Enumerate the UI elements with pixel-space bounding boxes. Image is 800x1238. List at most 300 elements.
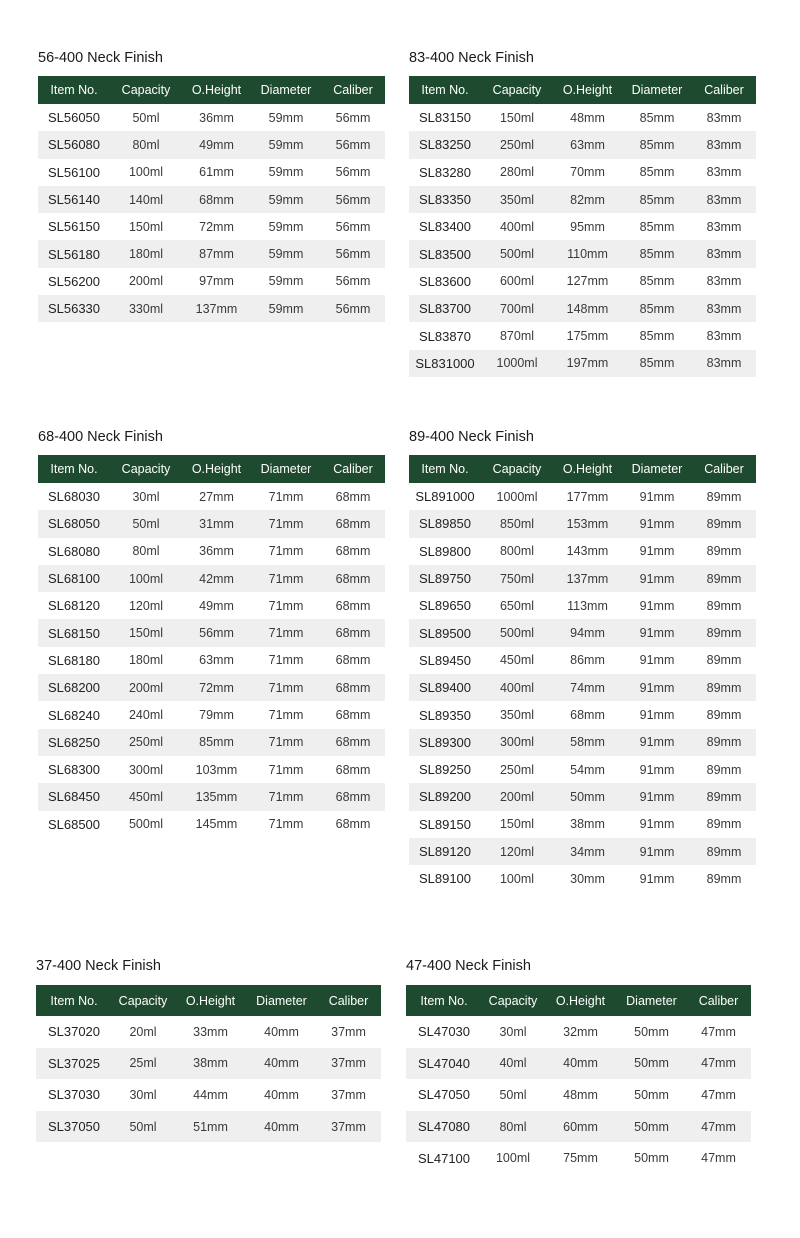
cell-o-height: 30mm xyxy=(570,871,605,886)
cell-diameter: 50mm xyxy=(617,1048,686,1080)
cell-capacity: 600ml xyxy=(499,274,535,289)
cell-caliber: 89mm xyxy=(692,510,756,537)
cell-item-no: SL47040 xyxy=(406,1048,482,1080)
cell-item-no: SL83150 xyxy=(418,110,472,126)
table-row xyxy=(409,647,756,674)
cell-item-no: SL89120 xyxy=(409,838,481,865)
section-title: 56-400 Neck Finish xyxy=(38,50,163,66)
cell-item-no: SL83350 xyxy=(409,186,481,213)
table-row xyxy=(409,213,756,240)
cell-capacity: 250ml xyxy=(499,762,535,777)
cell-item-no: SL89200 xyxy=(409,783,481,810)
cell-caliber: 89mm xyxy=(706,762,742,777)
cell-diameter: 91mm xyxy=(622,565,692,592)
cell-diameter: 91mm xyxy=(622,510,692,537)
table-row xyxy=(36,1111,381,1143)
header-row xyxy=(409,455,756,483)
cell-capacity: 180ml xyxy=(128,653,164,668)
cell-o-height: 58mm xyxy=(553,729,622,756)
cell-caliber: 83mm xyxy=(706,219,742,234)
cell-caliber: 89mm xyxy=(692,674,756,701)
cell-caliber: 68mm xyxy=(321,619,385,646)
cell-capacity: 20ml xyxy=(129,1024,157,1039)
cell-o-height: 34mm xyxy=(553,838,622,865)
table-row xyxy=(409,186,756,213)
cell-capacity: 80ml xyxy=(110,131,182,158)
table-row xyxy=(406,1111,751,1143)
header-row xyxy=(38,455,385,483)
cell-caliber: 89mm xyxy=(706,653,742,668)
cell-diameter: 50mm xyxy=(634,1024,669,1039)
cell-o-height: 70mm xyxy=(570,165,605,180)
table-row xyxy=(409,865,756,892)
cell-item-no: SL37030 xyxy=(47,1087,101,1103)
table-row xyxy=(409,538,756,565)
cell-diameter: 85mm xyxy=(622,186,692,213)
cell-capacity: 700ml xyxy=(481,295,553,322)
table-row xyxy=(409,783,756,810)
header-capacity: Capacity xyxy=(482,985,544,1016)
cell-o-height: 27mm xyxy=(199,489,234,504)
cell-diameter: 59mm xyxy=(268,110,304,125)
cell-o-height: 40mm xyxy=(544,1048,617,1080)
table-row xyxy=(38,268,385,295)
section-89-400 xyxy=(409,426,756,892)
header-o-height: O.Height xyxy=(553,76,622,104)
cell-diameter: 85mm xyxy=(639,219,675,234)
cell-o-height: 137mm xyxy=(182,295,251,322)
cell-capacity: 200ml xyxy=(110,674,182,701)
cell-item-no: SL89150 xyxy=(418,816,472,832)
spec-table xyxy=(409,76,756,377)
cell-caliber: 83mm xyxy=(692,240,756,267)
cell-capacity: 250ml xyxy=(110,729,182,756)
cell-o-height: 54mm xyxy=(570,762,605,777)
cell-caliber: 68mm xyxy=(335,817,371,832)
cell-diameter: 91mm xyxy=(622,838,692,865)
header-capacity: Capacity xyxy=(481,455,553,483)
cell-o-height: 32mm xyxy=(563,1024,598,1039)
cell-o-height: 79mm xyxy=(199,708,234,723)
cell-caliber: 56mm xyxy=(321,240,385,267)
header-caliber: Caliber xyxy=(692,455,756,483)
cell-diameter: 91mm xyxy=(639,871,675,886)
cell-diameter: 59mm xyxy=(251,131,321,158)
cell-caliber: 83mm xyxy=(692,131,756,158)
cell-item-no: SL89450 xyxy=(418,652,472,668)
cell-diameter: 40mm xyxy=(264,1087,299,1102)
cell-capacity: 500ml xyxy=(481,619,553,646)
cell-diameter: 71mm xyxy=(268,817,304,832)
cell-o-height: 72mm xyxy=(199,219,234,234)
table-row xyxy=(38,510,385,537)
table-row xyxy=(409,701,756,728)
cell-o-height: 85mm xyxy=(182,729,251,756)
cell-diameter: 91mm xyxy=(639,708,675,723)
cell-caliber: 47mm xyxy=(701,1024,736,1039)
cell-o-height: 48mm xyxy=(563,1087,598,1102)
cell-item-no: SL68500 xyxy=(47,816,101,832)
cell-caliber: 56mm xyxy=(321,186,385,213)
cell-caliber: 56mm xyxy=(335,274,371,289)
table-row xyxy=(38,647,385,674)
cell-capacity: 40ml xyxy=(482,1048,544,1080)
table-row xyxy=(38,104,385,131)
cell-o-height: 143mm xyxy=(566,544,609,559)
header-item-no: Item No. xyxy=(406,985,482,1016)
cell-o-height: 33mm xyxy=(193,1024,228,1039)
cell-caliber: 56mm xyxy=(335,165,371,180)
header-capacity: Capacity xyxy=(112,985,174,1016)
cell-item-no: SL37025 xyxy=(36,1048,112,1080)
header-row xyxy=(36,985,381,1016)
cell-caliber: 47mm xyxy=(701,1087,736,1102)
cell-caliber: 37mm xyxy=(316,1048,381,1080)
table-row xyxy=(409,619,756,646)
cell-diameter: 71mm xyxy=(251,674,321,701)
cell-capacity: 870ml xyxy=(499,329,535,344)
section-83-400 xyxy=(409,47,756,377)
table-row xyxy=(409,268,756,295)
cell-item-no: SL68050 xyxy=(38,510,110,537)
spec-table xyxy=(409,455,756,892)
cell-diameter: 50mm xyxy=(617,1111,686,1143)
cell-item-no: SL56330 xyxy=(38,295,110,322)
cell-o-height: 38mm xyxy=(570,817,605,832)
header-o-height: O.Height xyxy=(174,985,247,1016)
cell-caliber: 83mm xyxy=(692,295,756,322)
cell-diameter: 59mm xyxy=(251,240,321,267)
table-row xyxy=(38,729,385,756)
cell-capacity: 250ml xyxy=(481,131,553,158)
cell-item-no: SL89400 xyxy=(409,674,481,701)
cell-item-no: SL56080 xyxy=(38,131,110,158)
cell-o-height: 110mm xyxy=(553,240,622,267)
cell-o-height: 36mm xyxy=(199,110,234,125)
table-row xyxy=(38,674,385,701)
cell-caliber: 89mm xyxy=(706,817,742,832)
cell-item-no: SL83500 xyxy=(409,240,481,267)
cell-capacity: 850ml xyxy=(481,510,553,537)
cell-capacity: 150ml xyxy=(128,219,164,234)
cell-item-no: SL68080 xyxy=(47,543,101,559)
section-title: 89-400 Neck Finish xyxy=(409,429,534,445)
table-row xyxy=(38,756,385,783)
cell-item-no: SL68450 xyxy=(38,783,110,810)
cell-item-no: SL68120 xyxy=(47,598,101,614)
cell-caliber: 89mm xyxy=(706,871,742,886)
table-row xyxy=(409,811,756,838)
cell-o-height: 94mm xyxy=(553,619,622,646)
cell-caliber: 56mm xyxy=(335,219,371,234)
cell-item-no: SL56050 xyxy=(47,110,101,126)
table-row xyxy=(38,186,385,213)
table-row xyxy=(38,783,385,810)
cell-caliber: 56mm xyxy=(321,131,385,158)
cell-capacity: 180ml xyxy=(110,240,182,267)
cell-capacity: 650ml xyxy=(499,598,535,613)
cell-item-no: SL89100 xyxy=(418,871,472,887)
header-item-no: Item No. xyxy=(36,985,112,1016)
cell-o-height: 51mm xyxy=(174,1111,247,1143)
cell-diameter: 71mm xyxy=(251,510,321,537)
cell-diameter: 85mm xyxy=(622,350,692,377)
spec-table xyxy=(38,455,385,838)
section-title: 68-400 Neck Finish xyxy=(38,429,163,445)
cell-item-no: SL37050 xyxy=(36,1111,112,1143)
header-caliber: Caliber xyxy=(321,455,385,483)
cell-diameter: 91mm xyxy=(639,762,675,777)
table-row xyxy=(36,1048,381,1080)
header-row xyxy=(38,76,385,104)
header-diameter: Diameter xyxy=(617,985,686,1016)
cell-item-no: SL68150 xyxy=(38,619,110,646)
cell-o-height: 148mm xyxy=(553,295,622,322)
cell-caliber: 83mm xyxy=(706,165,742,180)
header-item-no: Item No. xyxy=(409,455,481,483)
table-row xyxy=(409,565,756,592)
cell-capacity: 100ml xyxy=(128,165,164,180)
cell-item-no: SL68240 xyxy=(47,707,101,723)
cell-item-no: SL56100 xyxy=(47,164,101,180)
cell-diameter: 85mm xyxy=(639,165,675,180)
header-row xyxy=(406,985,751,1016)
cell-diameter: 71mm xyxy=(251,619,321,646)
table-row xyxy=(406,1016,751,1048)
cell-item-no: SL47030 xyxy=(417,1024,471,1040)
cell-capacity: 350ml xyxy=(481,186,553,213)
table-row xyxy=(36,1016,381,1048)
header-caliber: Caliber xyxy=(692,76,756,104)
table-row xyxy=(409,756,756,783)
section-47-400 xyxy=(406,955,751,1174)
header-diameter: Diameter xyxy=(247,985,316,1016)
cell-o-height: 153mm xyxy=(553,510,622,537)
cell-o-height: 175mm xyxy=(566,329,609,344)
table-row xyxy=(409,592,756,619)
cell-capacity: 100ml xyxy=(499,871,535,886)
table-row xyxy=(409,295,756,322)
cell-o-height: 61mm xyxy=(199,165,234,180)
cell-diameter: 71mm xyxy=(268,653,304,668)
cell-capacity: 500ml xyxy=(481,240,553,267)
cell-caliber: 68mm xyxy=(335,489,371,504)
header-capacity: Capacity xyxy=(110,455,182,483)
table-row xyxy=(409,350,756,377)
cell-o-height: 97mm xyxy=(199,274,234,289)
table-row xyxy=(406,1142,751,1174)
cell-item-no: SL68200 xyxy=(38,674,110,701)
cell-diameter: 91mm xyxy=(622,729,692,756)
table-row xyxy=(409,104,756,131)
table-row xyxy=(409,131,756,158)
table-row xyxy=(38,159,385,186)
header-diameter: Diameter xyxy=(622,76,692,104)
cell-caliber: 89mm xyxy=(706,489,742,504)
table-row xyxy=(406,1048,751,1080)
table-row xyxy=(38,240,385,267)
cell-caliber: 68mm xyxy=(335,544,371,559)
cell-diameter: 91mm xyxy=(622,674,692,701)
cell-diameter: 59mm xyxy=(268,219,304,234)
cell-capacity: 50ml xyxy=(499,1087,527,1102)
cell-capacity: 800ml xyxy=(499,544,535,559)
cell-o-height: 49mm xyxy=(199,598,234,613)
cell-item-no: SL47100 xyxy=(417,1150,471,1166)
cell-caliber: 68mm xyxy=(321,565,385,592)
cell-item-no: SL83600 xyxy=(418,273,472,289)
table-row xyxy=(409,729,756,756)
table-row xyxy=(38,131,385,158)
cell-capacity: 1000ml xyxy=(481,350,553,377)
cell-capacity: 120ml xyxy=(128,598,164,613)
cell-capacity: 750ml xyxy=(481,565,553,592)
table-row xyxy=(38,701,385,728)
cell-caliber: 68mm xyxy=(321,674,385,701)
table-row xyxy=(38,619,385,646)
cell-o-height: 36mm xyxy=(199,544,234,559)
cell-capacity: 120ml xyxy=(481,838,553,865)
cell-caliber: 47mm xyxy=(701,1151,736,1166)
table-row xyxy=(36,1079,381,1111)
cell-item-no: SL89350 xyxy=(418,707,472,723)
cell-caliber: 68mm xyxy=(335,762,371,777)
cell-caliber: 47mm xyxy=(686,1111,751,1143)
cell-diameter: 59mm xyxy=(251,186,321,213)
cell-diameter: 91mm xyxy=(639,544,675,559)
cell-capacity: 280ml xyxy=(499,165,535,180)
cell-o-height: 177mm xyxy=(566,489,609,504)
cell-item-no: SL37020 xyxy=(47,1024,101,1040)
cell-capacity: 400ml xyxy=(481,674,553,701)
table-row xyxy=(38,213,385,240)
cell-item-no: SL68300 xyxy=(47,762,101,778)
cell-diameter: 71mm xyxy=(268,762,304,777)
table-row xyxy=(38,295,385,322)
cell-o-height: 75mm xyxy=(563,1151,598,1166)
cell-o-height: 87mm xyxy=(182,240,251,267)
cell-caliber: 89mm xyxy=(692,729,756,756)
cell-capacity: 1000ml xyxy=(496,489,538,504)
header-caliber: Caliber xyxy=(321,76,385,104)
cell-capacity: 450ml xyxy=(110,783,182,810)
cell-item-no: SL56140 xyxy=(38,186,110,213)
cell-caliber: 68mm xyxy=(335,598,371,613)
cell-diameter: 59mm xyxy=(268,165,304,180)
cell-diameter: 71mm xyxy=(268,544,304,559)
table-row xyxy=(38,483,385,510)
cell-o-height: 113mm xyxy=(567,598,608,613)
cell-o-height: 135mm xyxy=(182,783,251,810)
header-item-no: Item No. xyxy=(38,76,110,104)
cell-caliber: 83mm xyxy=(692,350,756,377)
cell-item-no: SL89250 xyxy=(418,762,472,778)
cell-diameter: 91mm xyxy=(639,817,675,832)
cell-o-height: 44mm xyxy=(193,1087,228,1102)
cell-item-no: SL89300 xyxy=(409,729,481,756)
cell-o-height: 68mm xyxy=(570,708,605,723)
cell-o-height: 95mm xyxy=(570,219,605,234)
cell-caliber: 89mm xyxy=(692,838,756,865)
header-capacity: Capacity xyxy=(110,76,182,104)
cell-item-no: SL83700 xyxy=(409,295,481,322)
header-row xyxy=(409,76,756,104)
cell-diameter: 40mm xyxy=(247,1048,316,1080)
cell-diameter: 91mm xyxy=(639,598,675,613)
cell-o-height: 63mm xyxy=(199,653,234,668)
cell-item-no: SL83250 xyxy=(409,131,481,158)
cell-o-height: 60mm xyxy=(544,1111,617,1143)
cell-item-no: SL83870 xyxy=(418,328,472,344)
cell-o-height: 145mm xyxy=(195,817,238,832)
table-row xyxy=(409,838,756,865)
cell-item-no: SL89750 xyxy=(409,565,481,592)
cell-diameter: 71mm xyxy=(268,489,304,504)
cell-caliber: 37mm xyxy=(316,1111,381,1143)
cell-capacity: 200ml xyxy=(481,783,553,810)
cell-item-no: SL68250 xyxy=(38,729,110,756)
cell-caliber: 37mm xyxy=(331,1024,366,1039)
spec-table xyxy=(36,985,381,1142)
cell-item-no: SL47050 xyxy=(417,1087,471,1103)
cell-item-no: SL89500 xyxy=(409,619,481,646)
cell-capacity: 100ml xyxy=(110,565,182,592)
header-o-height: O.Height xyxy=(182,76,251,104)
cell-o-height: 127mm xyxy=(566,274,609,289)
cell-caliber: 89mm xyxy=(692,619,756,646)
cell-caliber: 89mm xyxy=(706,544,742,559)
cell-o-height: 86mm xyxy=(570,653,605,668)
table-row xyxy=(406,1079,751,1111)
cell-item-no: SL83280 xyxy=(418,164,472,180)
section-title: 83-400 Neck Finish xyxy=(409,50,534,66)
cell-item-no: SL56200 xyxy=(47,273,101,289)
cell-capacity: 500ml xyxy=(128,817,164,832)
cell-capacity: 30ml xyxy=(129,1087,157,1102)
cell-item-no: SL83400 xyxy=(418,219,472,235)
table-row xyxy=(38,592,385,619)
section-title: 37-400 Neck Finish xyxy=(36,958,161,974)
cell-o-height: 56mm xyxy=(182,619,251,646)
cell-item-no: SL56150 xyxy=(47,219,101,235)
cell-capacity: 30ml xyxy=(132,489,160,504)
cell-capacity: 140ml xyxy=(110,186,182,213)
header-o-height: O.Height xyxy=(182,455,251,483)
header-caliber: Caliber xyxy=(686,985,751,1016)
cell-caliber: 37mm xyxy=(331,1087,366,1102)
table-row xyxy=(409,483,756,510)
cell-capacity: 300ml xyxy=(128,762,164,777)
table-row xyxy=(409,240,756,267)
cell-capacity: 150ml xyxy=(499,817,535,832)
cell-item-no: SL56180 xyxy=(38,240,110,267)
cell-item-no: SL89800 xyxy=(418,543,472,559)
cell-o-height: 82mm xyxy=(553,186,622,213)
table-row xyxy=(409,322,756,349)
cell-diameter: 40mm xyxy=(264,1024,299,1039)
cell-item-no: SL68180 xyxy=(47,652,101,668)
cell-item-no: SL68030 xyxy=(47,489,101,505)
cell-capacity: 30ml xyxy=(499,1024,527,1039)
cell-caliber: 68mm xyxy=(335,653,371,668)
cell-capacity: 50ml xyxy=(132,110,160,125)
table-row xyxy=(38,538,385,565)
cell-diameter: 91mm xyxy=(622,619,692,646)
header-o-height: O.Height xyxy=(553,455,622,483)
header-diameter: Diameter xyxy=(251,455,321,483)
section-title: 47-400 Neck Finish xyxy=(406,958,531,974)
cell-o-height: 38mm xyxy=(174,1048,247,1080)
